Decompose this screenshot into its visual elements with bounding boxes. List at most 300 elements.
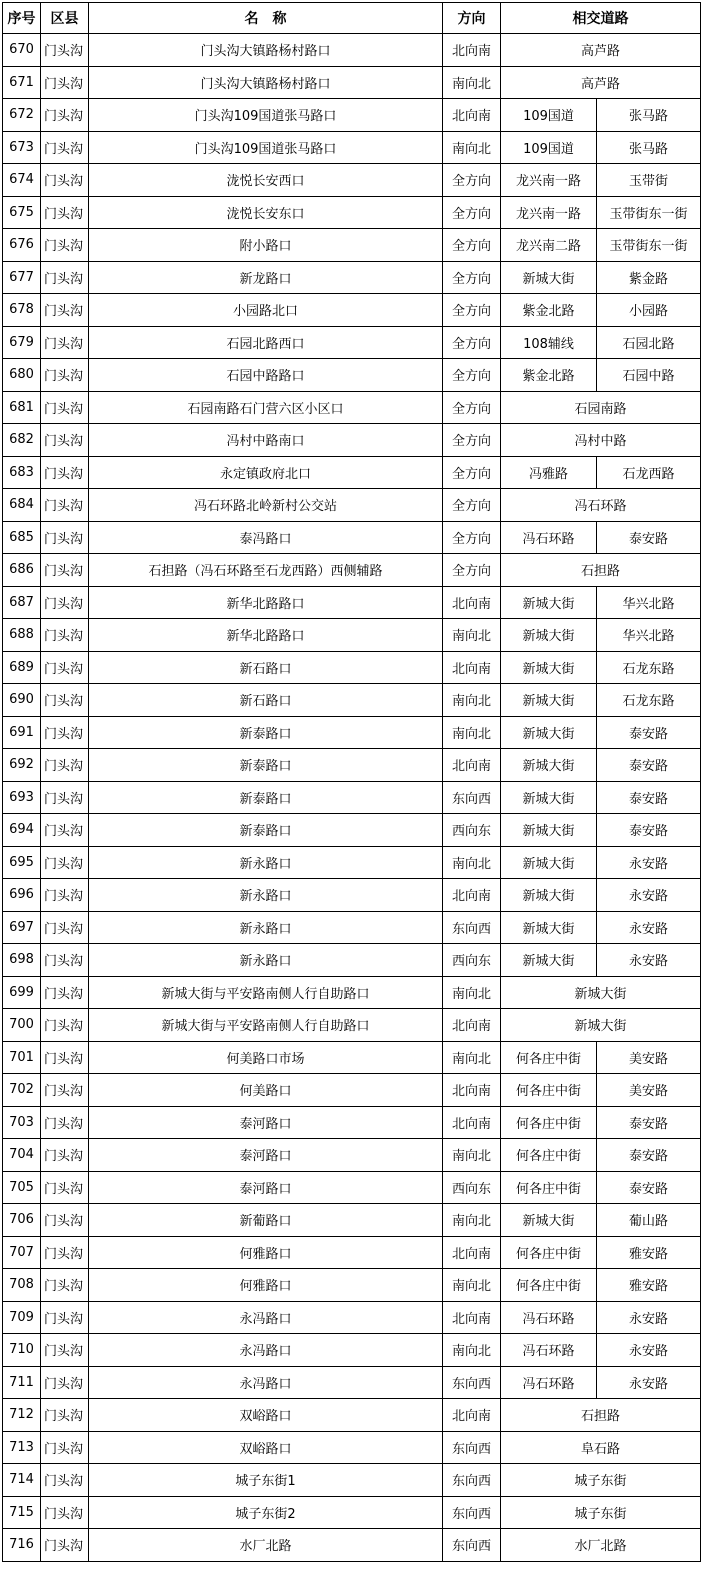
cell-seq: 670 <box>3 34 41 67</box>
cell-name: 泰河路口 <box>89 1106 443 1139</box>
cell-direction: 全方向 <box>443 391 501 424</box>
cell-direction: 东向西 <box>443 911 501 944</box>
cell-name: 泰河路口 <box>89 1171 443 1204</box>
cell-district: 门头沟 <box>41 131 89 164</box>
cell-direction: 东向西 <box>443 1464 501 1497</box>
cell-road2: 石园北路 <box>597 326 701 359</box>
cell-direction: 北向南 <box>443 1399 501 1432</box>
cell-road1: 何各庄中街 <box>501 1139 597 1172</box>
cell-seq: 692 <box>3 749 41 782</box>
cell-road1: 新城大街 <box>501 586 597 619</box>
cell-district: 门头沟 <box>41 261 89 294</box>
cell-road2: 玉带街东一街 <box>597 229 701 262</box>
cell-seq: 686 <box>3 554 41 587</box>
cell-name: 新永路口 <box>89 911 443 944</box>
cell-seq: 675 <box>3 196 41 229</box>
cell-direction: 北向南 <box>443 651 501 684</box>
cell-district: 门头沟 <box>41 586 89 619</box>
cell-road1: 新城大街 <box>501 911 597 944</box>
cell-road2: 石龙西路 <box>597 456 701 489</box>
cell-district: 门头沟 <box>41 1399 89 1432</box>
cell-seq: 690 <box>3 684 41 717</box>
cell-name: 泷悦长安西口 <box>89 164 443 197</box>
cell-direction: 全方向 <box>443 554 501 587</box>
cell-district: 门头沟 <box>41 391 89 424</box>
cell-road1: 新城大街 <box>501 944 597 977</box>
cell-direction: 南向北 <box>443 684 501 717</box>
cell-road: 冯村中路 <box>501 424 701 457</box>
cell-district: 门头沟 <box>41 34 89 67</box>
table-row <box>3 651 701 684</box>
cell-road: 阜石路 <box>501 1431 701 1464</box>
cell-road2: 华兴北路 <box>597 586 701 619</box>
cell-direction: 全方向 <box>443 521 501 554</box>
cell-direction: 全方向 <box>443 424 501 457</box>
cell-road2: 永安路 <box>597 911 701 944</box>
cell-district: 门头沟 <box>41 1496 89 1529</box>
cell-road2: 紫金路 <box>597 261 701 294</box>
table-row <box>3 1106 701 1139</box>
cell-road1: 紫金北路 <box>501 359 597 392</box>
cell-name: 何美路口 <box>89 1074 443 1107</box>
cell-seq: 683 <box>3 456 41 489</box>
cell-direction: 南向北 <box>443 66 501 99</box>
cell-road1: 龙兴南一路 <box>501 164 597 197</box>
cell-road2: 小园路 <box>597 294 701 327</box>
cell-name: 新泰路口 <box>89 781 443 814</box>
cell-road2: 永安路 <box>597 1301 701 1334</box>
cell-name: 新石路口 <box>89 651 443 684</box>
cell-name: 新葡路口 <box>89 1204 443 1237</box>
cell-direction: 北向南 <box>443 586 501 619</box>
header-district: 区县 <box>41 3 89 34</box>
cell-road: 城子东街 <box>501 1496 701 1529</box>
cell-road1: 新城大街 <box>501 684 597 717</box>
cell-road: 城子东街 <box>501 1464 701 1497</box>
cell-seq: 713 <box>3 1431 41 1464</box>
cell-road: 水厂北路 <box>501 1529 701 1562</box>
cell-name: 永定镇政府北口 <box>89 456 443 489</box>
table-row <box>3 1009 701 1042</box>
cell-road1: 何各庄中街 <box>501 1041 597 1074</box>
cell-name: 泷悦长安东口 <box>89 196 443 229</box>
cell-direction: 南向北 <box>443 1334 501 1367</box>
cell-direction: 全方向 <box>443 229 501 262</box>
cell-seq: 716 <box>3 1529 41 1562</box>
cell-road1: 新城大街 <box>501 879 597 912</box>
cell-seq: 708 <box>3 1269 41 1302</box>
cell-seq: 687 <box>3 586 41 619</box>
cell-name: 新泰路口 <box>89 814 443 847</box>
cell-name: 永冯路口 <box>89 1301 443 1334</box>
cell-seq: 702 <box>3 1074 41 1107</box>
table-body <box>3 34 701 1562</box>
cell-road1: 新城大街 <box>501 619 597 652</box>
cell-name: 何美路口市场 <box>89 1041 443 1074</box>
cell-direction: 南向北 <box>443 619 501 652</box>
cell-district: 门头沟 <box>41 1139 89 1172</box>
table-row <box>3 1139 701 1172</box>
cell-district: 门头沟 <box>41 1431 89 1464</box>
cell-road2: 永安路 <box>597 1334 701 1367</box>
cell-direction: 北向南 <box>443 749 501 782</box>
table-row <box>3 489 701 522</box>
cell-district: 门头沟 <box>41 619 89 652</box>
cell-name: 新城大街与平安路南侧人行自助路口 <box>89 976 443 1009</box>
cell-name: 何雅路口 <box>89 1236 443 1269</box>
cell-name: 何雅路口 <box>89 1269 443 1302</box>
cell-name: 新泰路口 <box>89 749 443 782</box>
cell-name: 冯村中路南口 <box>89 424 443 457</box>
cell-road1: 冯石环路 <box>501 1334 597 1367</box>
cell-direction: 西向东 <box>443 944 501 977</box>
cell-name: 水厂北路 <box>89 1529 443 1562</box>
table-row <box>3 521 701 554</box>
cell-road2: 石龙东路 <box>597 651 701 684</box>
table-row <box>3 554 701 587</box>
table-row <box>3 1171 701 1204</box>
cell-road2: 泰安路 <box>597 814 701 847</box>
cell-name: 附小路口 <box>89 229 443 262</box>
cell-seq: 672 <box>3 99 41 132</box>
table-row <box>3 781 701 814</box>
cell-direction: 南向北 <box>443 1269 501 1302</box>
cell-district: 门头沟 <box>41 1204 89 1237</box>
cell-district: 门头沟 <box>41 1301 89 1334</box>
cell-road1: 新城大街 <box>501 1204 597 1237</box>
table-row <box>3 846 701 879</box>
cell-road2: 泰安路 <box>597 1139 701 1172</box>
cell-road1: 龙兴南二路 <box>501 229 597 262</box>
cell-road2: 泰安路 <box>597 716 701 749</box>
cell-seq: 697 <box>3 911 41 944</box>
cell-seq: 689 <box>3 651 41 684</box>
cell-seq: 703 <box>3 1106 41 1139</box>
cell-seq: 680 <box>3 359 41 392</box>
cell-name: 石园南路石门营六区小区口 <box>89 391 443 424</box>
cell-name: 新永路口 <box>89 944 443 977</box>
table-row <box>3 99 701 132</box>
cell-direction: 北向南 <box>443 1301 501 1334</box>
cell-name: 永冯路口 <box>89 1334 443 1367</box>
cell-direction: 南向北 <box>443 1204 501 1237</box>
cell-direction: 北向南 <box>443 1074 501 1107</box>
cell-road2: 葡山路 <box>597 1204 701 1237</box>
table-row <box>3 586 701 619</box>
cell-seq: 711 <box>3 1366 41 1399</box>
cell-direction: 东向西 <box>443 1496 501 1529</box>
table-row <box>3 359 701 392</box>
cell-road1: 何各庄中街 <box>501 1074 597 1107</box>
cell-name: 石担路（冯石环路至石龙西路）西侧辅路 <box>89 554 443 587</box>
cell-name: 新永路口 <box>89 879 443 912</box>
cell-seq: 700 <box>3 1009 41 1042</box>
cell-district: 门头沟 <box>41 1171 89 1204</box>
cell-seq: 705 <box>3 1171 41 1204</box>
cell-name: 门头沟大镇路杨村路口 <box>89 34 443 67</box>
table-row <box>3 1464 701 1497</box>
cell-direction: 东向西 <box>443 1529 501 1562</box>
cell-road2: 张马路 <box>597 99 701 132</box>
cell-direction: 北向南 <box>443 1106 501 1139</box>
cell-road2: 石园中路 <box>597 359 701 392</box>
cell-direction: 东向西 <box>443 781 501 814</box>
cell-seq: 674 <box>3 164 41 197</box>
cell-direction: 全方向 <box>443 164 501 197</box>
cell-seq: 712 <box>3 1399 41 1432</box>
table-row <box>3 1431 701 1464</box>
cell-seq: 704 <box>3 1139 41 1172</box>
cell-seq: 691 <box>3 716 41 749</box>
header-direction: 方向 <box>443 3 501 34</box>
intersection-table <box>2 2 701 1562</box>
cell-district: 门头沟 <box>41 1366 89 1399</box>
table-row <box>3 879 701 912</box>
cell-road1: 何各庄中街 <box>501 1236 597 1269</box>
cell-road1: 109国道 <box>501 131 597 164</box>
cell-direction: 南向北 <box>443 976 501 1009</box>
cell-name: 新龙路口 <box>89 261 443 294</box>
cell-road1: 何各庄中街 <box>501 1171 597 1204</box>
cell-road: 石园南路 <box>501 391 701 424</box>
cell-road2: 永安路 <box>597 846 701 879</box>
cell-district: 门头沟 <box>41 781 89 814</box>
cell-road1: 新城大街 <box>501 716 597 749</box>
cell-district: 门头沟 <box>41 164 89 197</box>
cell-road: 高芦路 <box>501 34 701 67</box>
cell-district: 门头沟 <box>41 1236 89 1269</box>
cell-name: 双峪路口 <box>89 1431 443 1464</box>
cell-seq: 698 <box>3 944 41 977</box>
cell-road: 石担路 <box>501 1399 701 1432</box>
table-row <box>3 261 701 294</box>
table-row <box>3 1204 701 1237</box>
cell-district: 门头沟 <box>41 846 89 879</box>
header-roads: 相交道路 <box>501 3 701 34</box>
cell-seq: 696 <box>3 879 41 912</box>
cell-district: 门头沟 <box>41 651 89 684</box>
cell-district: 门头沟 <box>41 911 89 944</box>
cell-road2: 美安路 <box>597 1074 701 1107</box>
cell-district: 门头沟 <box>41 1464 89 1497</box>
cell-name: 新永路口 <box>89 846 443 879</box>
table-row <box>3 749 701 782</box>
cell-road2: 华兴北路 <box>597 619 701 652</box>
table-row <box>3 131 701 164</box>
cell-direction: 全方向 <box>443 359 501 392</box>
cell-seq: 715 <box>3 1496 41 1529</box>
cell-road2: 泰安路 <box>597 1106 701 1139</box>
cell-road1: 109国道 <box>501 99 597 132</box>
cell-name: 门头沟大镇路杨村路口 <box>89 66 443 99</box>
cell-district: 门头沟 <box>41 489 89 522</box>
cell-district: 门头沟 <box>41 1041 89 1074</box>
cell-district: 门头沟 <box>41 456 89 489</box>
cell-direction: 南向北 <box>443 1139 501 1172</box>
cell-seq: 701 <box>3 1041 41 1074</box>
table-row <box>3 716 701 749</box>
cell-name: 泰河路口 <box>89 1139 443 1172</box>
table-row <box>3 1074 701 1107</box>
table-row <box>3 1334 701 1367</box>
cell-road2: 玉带街东一街 <box>597 196 701 229</box>
cell-direction: 全方向 <box>443 326 501 359</box>
cell-seq: 682 <box>3 424 41 457</box>
cell-direction: 东向西 <box>443 1431 501 1464</box>
cell-seq: 688 <box>3 619 41 652</box>
cell-direction: 北向南 <box>443 1009 501 1042</box>
table-row <box>3 391 701 424</box>
cell-district: 门头沟 <box>41 66 89 99</box>
cell-road1: 龙兴南一路 <box>501 196 597 229</box>
cell-seq: 706 <box>3 1204 41 1237</box>
cell-district: 门头沟 <box>41 229 89 262</box>
cell-district: 门头沟 <box>41 424 89 457</box>
cell-seq: 685 <box>3 521 41 554</box>
cell-name: 新城大街与平安路南侧人行自助路口 <box>89 1009 443 1042</box>
table-row <box>3 196 701 229</box>
cell-district: 门头沟 <box>41 716 89 749</box>
cell-road: 高芦路 <box>501 66 701 99</box>
cell-seq: 676 <box>3 229 41 262</box>
cell-road1: 新城大街 <box>501 846 597 879</box>
cell-road2: 永安路 <box>597 1366 701 1399</box>
cell-district: 门头沟 <box>41 944 89 977</box>
cell-seq: 707 <box>3 1236 41 1269</box>
table-row <box>3 684 701 717</box>
table-row <box>3 911 701 944</box>
cell-district: 门头沟 <box>41 814 89 847</box>
table-row <box>3 1236 701 1269</box>
table-row <box>3 1269 701 1302</box>
cell-name: 小园路北口 <box>89 294 443 327</box>
cell-road2: 雅安路 <box>597 1269 701 1302</box>
cell-district: 门头沟 <box>41 749 89 782</box>
table-row <box>3 456 701 489</box>
cell-district: 门头沟 <box>41 1106 89 1139</box>
cell-direction: 东向西 <box>443 1366 501 1399</box>
table-row <box>3 944 701 977</box>
table-row <box>3 1529 701 1562</box>
cell-district: 门头沟 <box>41 521 89 554</box>
cell-seq: 695 <box>3 846 41 879</box>
cell-direction: 全方向 <box>443 294 501 327</box>
cell-direction: 北向南 <box>443 34 501 67</box>
cell-name: 门头沟109国道张马路口 <box>89 131 443 164</box>
cell-seq: 709 <box>3 1301 41 1334</box>
cell-road1: 108辅线 <box>501 326 597 359</box>
cell-direction: 北向南 <box>443 1236 501 1269</box>
cell-direction: 全方向 <box>443 456 501 489</box>
cell-road1: 新城大街 <box>501 261 597 294</box>
cell-name: 石园中路路口 <box>89 359 443 392</box>
cell-road1: 紫金北路 <box>501 294 597 327</box>
cell-name: 新石路口 <box>89 684 443 717</box>
cell-road: 石担路 <box>501 554 701 587</box>
cell-direction: 西向东 <box>443 1171 501 1204</box>
cell-name: 石园北路西口 <box>89 326 443 359</box>
cell-road1: 冯石环路 <box>501 1366 597 1399</box>
cell-district: 门头沟 <box>41 1334 89 1367</box>
cell-road2: 张马路 <box>597 131 701 164</box>
table-row <box>3 1496 701 1529</box>
cell-name: 泰冯路口 <box>89 521 443 554</box>
cell-road: 新城大街 <box>501 976 701 1009</box>
cell-seq: 694 <box>3 814 41 847</box>
table-row <box>3 326 701 359</box>
cell-name: 城子东街2 <box>89 1496 443 1529</box>
cell-direction: 南向北 <box>443 1041 501 1074</box>
table-row <box>3 1366 701 1399</box>
cell-district: 门头沟 <box>41 554 89 587</box>
cell-road2: 泰安路 <box>597 781 701 814</box>
cell-road2: 泰安路 <box>597 1171 701 1204</box>
cell-district: 门头沟 <box>41 879 89 912</box>
cell-seq: 679 <box>3 326 41 359</box>
cell-name: 冯石环路北岭新村公交站 <box>89 489 443 522</box>
cell-district: 门头沟 <box>41 99 89 132</box>
cell-direction: 南向北 <box>443 716 501 749</box>
cell-district: 门头沟 <box>41 684 89 717</box>
header-row <box>3 3 701 34</box>
cell-district: 门头沟 <box>41 196 89 229</box>
table-row <box>3 229 701 262</box>
cell-seq: 710 <box>3 1334 41 1367</box>
cell-road1: 冯石环路 <box>501 1301 597 1334</box>
cell-road1: 新城大街 <box>501 781 597 814</box>
table-row <box>3 814 701 847</box>
cell-road: 冯石环路 <box>501 489 701 522</box>
table-row <box>3 619 701 652</box>
cell-direction: 北向南 <box>443 879 501 912</box>
table-row <box>3 424 701 457</box>
cell-road2: 泰安路 <box>597 749 701 782</box>
cell-seq: 684 <box>3 489 41 522</box>
cell-district: 门头沟 <box>41 1074 89 1107</box>
cell-name: 城子东街1 <box>89 1464 443 1497</box>
cell-road2: 永安路 <box>597 879 701 912</box>
cell-direction: 全方向 <box>443 489 501 522</box>
table-row <box>3 34 701 67</box>
cell-road1: 新城大街 <box>501 651 597 684</box>
table-row <box>3 66 701 99</box>
cell-road1: 冯雅路 <box>501 456 597 489</box>
cell-seq: 681 <box>3 391 41 424</box>
cell-direction: 全方向 <box>443 261 501 294</box>
table-row <box>3 976 701 1009</box>
cell-direction: 全方向 <box>443 196 501 229</box>
cell-direction: 北向南 <box>443 99 501 132</box>
cell-road1: 何各庄中街 <box>501 1269 597 1302</box>
cell-district: 门头沟 <box>41 326 89 359</box>
cell-road2: 雅安路 <box>597 1236 701 1269</box>
cell-seq: 693 <box>3 781 41 814</box>
cell-road2: 泰安路 <box>597 521 701 554</box>
cell-district: 门头沟 <box>41 294 89 327</box>
cell-seq: 673 <box>3 131 41 164</box>
table-row <box>3 1041 701 1074</box>
cell-road1: 冯石环路 <box>501 521 597 554</box>
cell-road1: 新城大街 <box>501 814 597 847</box>
cell-district: 门头沟 <box>41 1269 89 1302</box>
cell-road1: 何各庄中街 <box>501 1106 597 1139</box>
cell-road2: 美安路 <box>597 1041 701 1074</box>
cell-road2: 永安路 <box>597 944 701 977</box>
cell-road1: 新城大街 <box>501 749 597 782</box>
cell-district: 门头沟 <box>41 359 89 392</box>
cell-road: 新城大街 <box>501 1009 701 1042</box>
cell-name: 新华北路路口 <box>89 586 443 619</box>
